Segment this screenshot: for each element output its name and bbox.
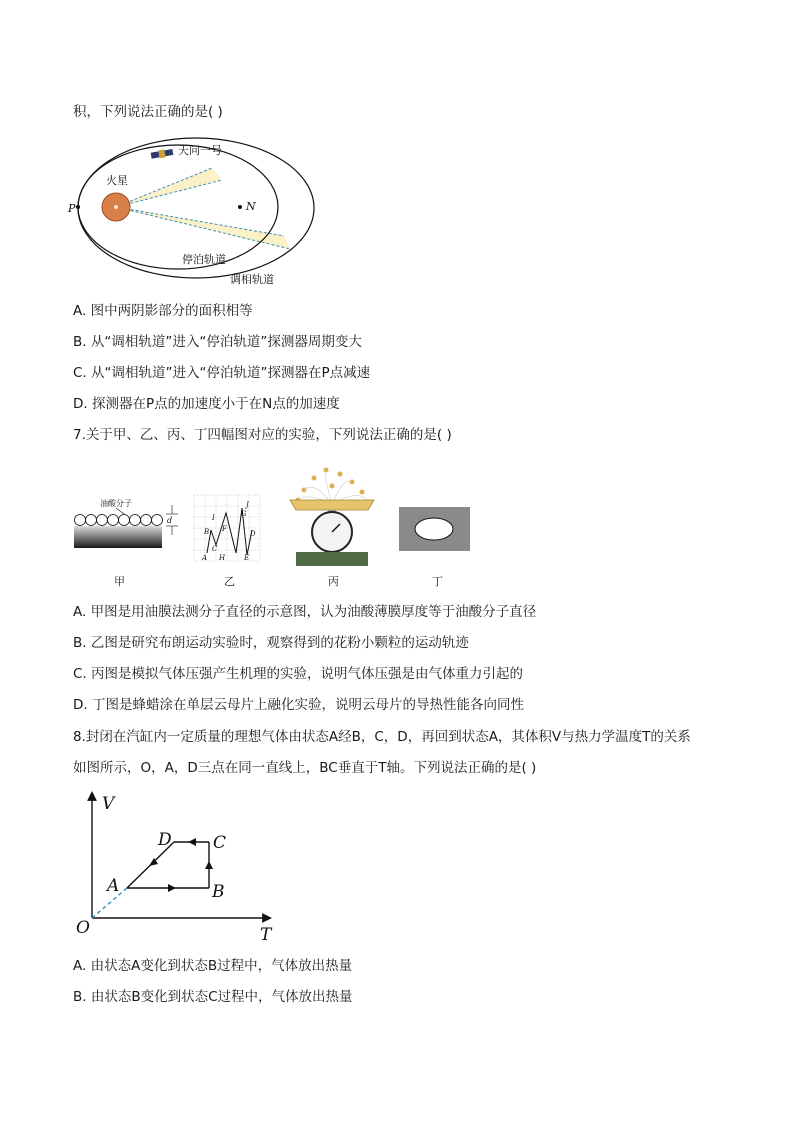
water-surface bbox=[74, 526, 162, 548]
q7-option-d: D. 丁图是蜂蜡涂在单层云母片上融化实验，说明云母片的导热性能各向同性 bbox=[73, 697, 524, 713]
figure-bing bbox=[284, 460, 380, 568]
q8-stem-line2: 如图所示，O，A，D三点在同一直线上，BC垂直于T轴。下列说法正确的是( ) bbox=[73, 760, 537, 776]
q8-option-b: B. 由状态B变化到状态C过程中，气体放出热量 bbox=[73, 989, 353, 1005]
q6-option-d: D. 探测器在P点的加速度小于在N点的加速度 bbox=[73, 396, 340, 412]
svg-text:C: C bbox=[212, 545, 218, 553]
orbit-figure bbox=[66, 132, 326, 290]
arrow-bc bbox=[205, 861, 213, 869]
point-p-label: P bbox=[68, 202, 76, 215]
q7-option-a: A. 甲图是用油膜法测分子直径的示意图，认为油酸薄膜厚度等于油酸分子直径 bbox=[73, 604, 537, 620]
d-label: d bbox=[167, 516, 173, 525]
satellite-label: 天问一号 bbox=[178, 144, 222, 157]
point-p-dot bbox=[76, 205, 80, 209]
figure-yi bbox=[192, 493, 262, 563]
figure-jia bbox=[72, 495, 182, 555]
caption-jia: 甲 bbox=[114, 575, 125, 588]
svg-text:I: I bbox=[212, 514, 215, 522]
mars-label: 火星 bbox=[106, 174, 128, 187]
figure-ding bbox=[399, 507, 470, 551]
q8-stem-line1: 8.封闭在汽缸内一定质量的理想气体由状态A经B，C，D，再回到状态A，其体积V与热力学温度T的关系 bbox=[73, 729, 691, 745]
q7-stem: 7.关于甲、乙、丙、丁四幅图对应的实验，下列说法正确的是( ) bbox=[73, 427, 452, 443]
satellite-icon bbox=[150, 148, 173, 160]
q6-option-b: B. 从“调相轨道”进入“停泊轨道”探测器周期变大 bbox=[73, 334, 362, 350]
q8-option-a: A. 由状态A变化到状态B过程中，气体放出热量 bbox=[73, 958, 353, 974]
axis-v-label: V bbox=[102, 794, 115, 814]
melted-wax bbox=[415, 518, 453, 540]
molecule-label: 油酸分子 bbox=[100, 499, 132, 508]
axis-t-label: T bbox=[260, 925, 272, 945]
inner-orbit-label: 停泊轨道 bbox=[182, 253, 226, 266]
shade-sector-upper bbox=[116, 168, 222, 207]
origin-label: O bbox=[76, 918, 90, 938]
svg-text:H: H bbox=[219, 554, 226, 562]
point-d-label: D bbox=[158, 830, 172, 850]
outer-orbit-label: 调相轨道 bbox=[230, 273, 274, 286]
point-a-label: A bbox=[107, 876, 120, 896]
arrow-cd bbox=[188, 838, 196, 846]
q7-option-b: B. 乙图是研究布朗运动实验时，观察得到的花粉小颗粒的运动轨迹 bbox=[73, 635, 469, 651]
svg-text:D: D bbox=[250, 530, 256, 538]
point-c-label: C bbox=[213, 833, 227, 853]
point-b-label: B bbox=[212, 882, 225, 902]
svg-text:B: B bbox=[204, 528, 210, 536]
svg-text:F: F bbox=[222, 525, 227, 533]
point-n-dot bbox=[238, 205, 242, 209]
svg-text:G: G bbox=[241, 510, 247, 518]
svg-text:J: J bbox=[246, 501, 249, 509]
scale-base bbox=[296, 552, 368, 566]
point-n-label: N bbox=[246, 200, 256, 213]
q7-option-c: C. 丙图是模拟气体压强产生机理的实验，说明气体压强是由气体重力引起的 bbox=[73, 666, 524, 682]
caption-bing: 丙 bbox=[328, 575, 339, 588]
tray bbox=[290, 500, 374, 510]
q6-option-a: A. 图中两阴影部分的面积相等 bbox=[73, 303, 253, 319]
q6-stem-tail: 积，下列说法正确的是( ) bbox=[73, 104, 223, 120]
arrow-ab bbox=[168, 884, 176, 892]
caption-yi: 乙 bbox=[224, 575, 235, 588]
svg-text:E: E bbox=[244, 554, 250, 562]
vt-graph bbox=[72, 785, 282, 947]
q6-option-c: C. 从“调相轨道”进入“停泊轨道”探测器在P点减速 bbox=[73, 365, 371, 381]
svg-text:A: A bbox=[202, 554, 208, 562]
caption-ding: 丁 bbox=[432, 575, 443, 588]
